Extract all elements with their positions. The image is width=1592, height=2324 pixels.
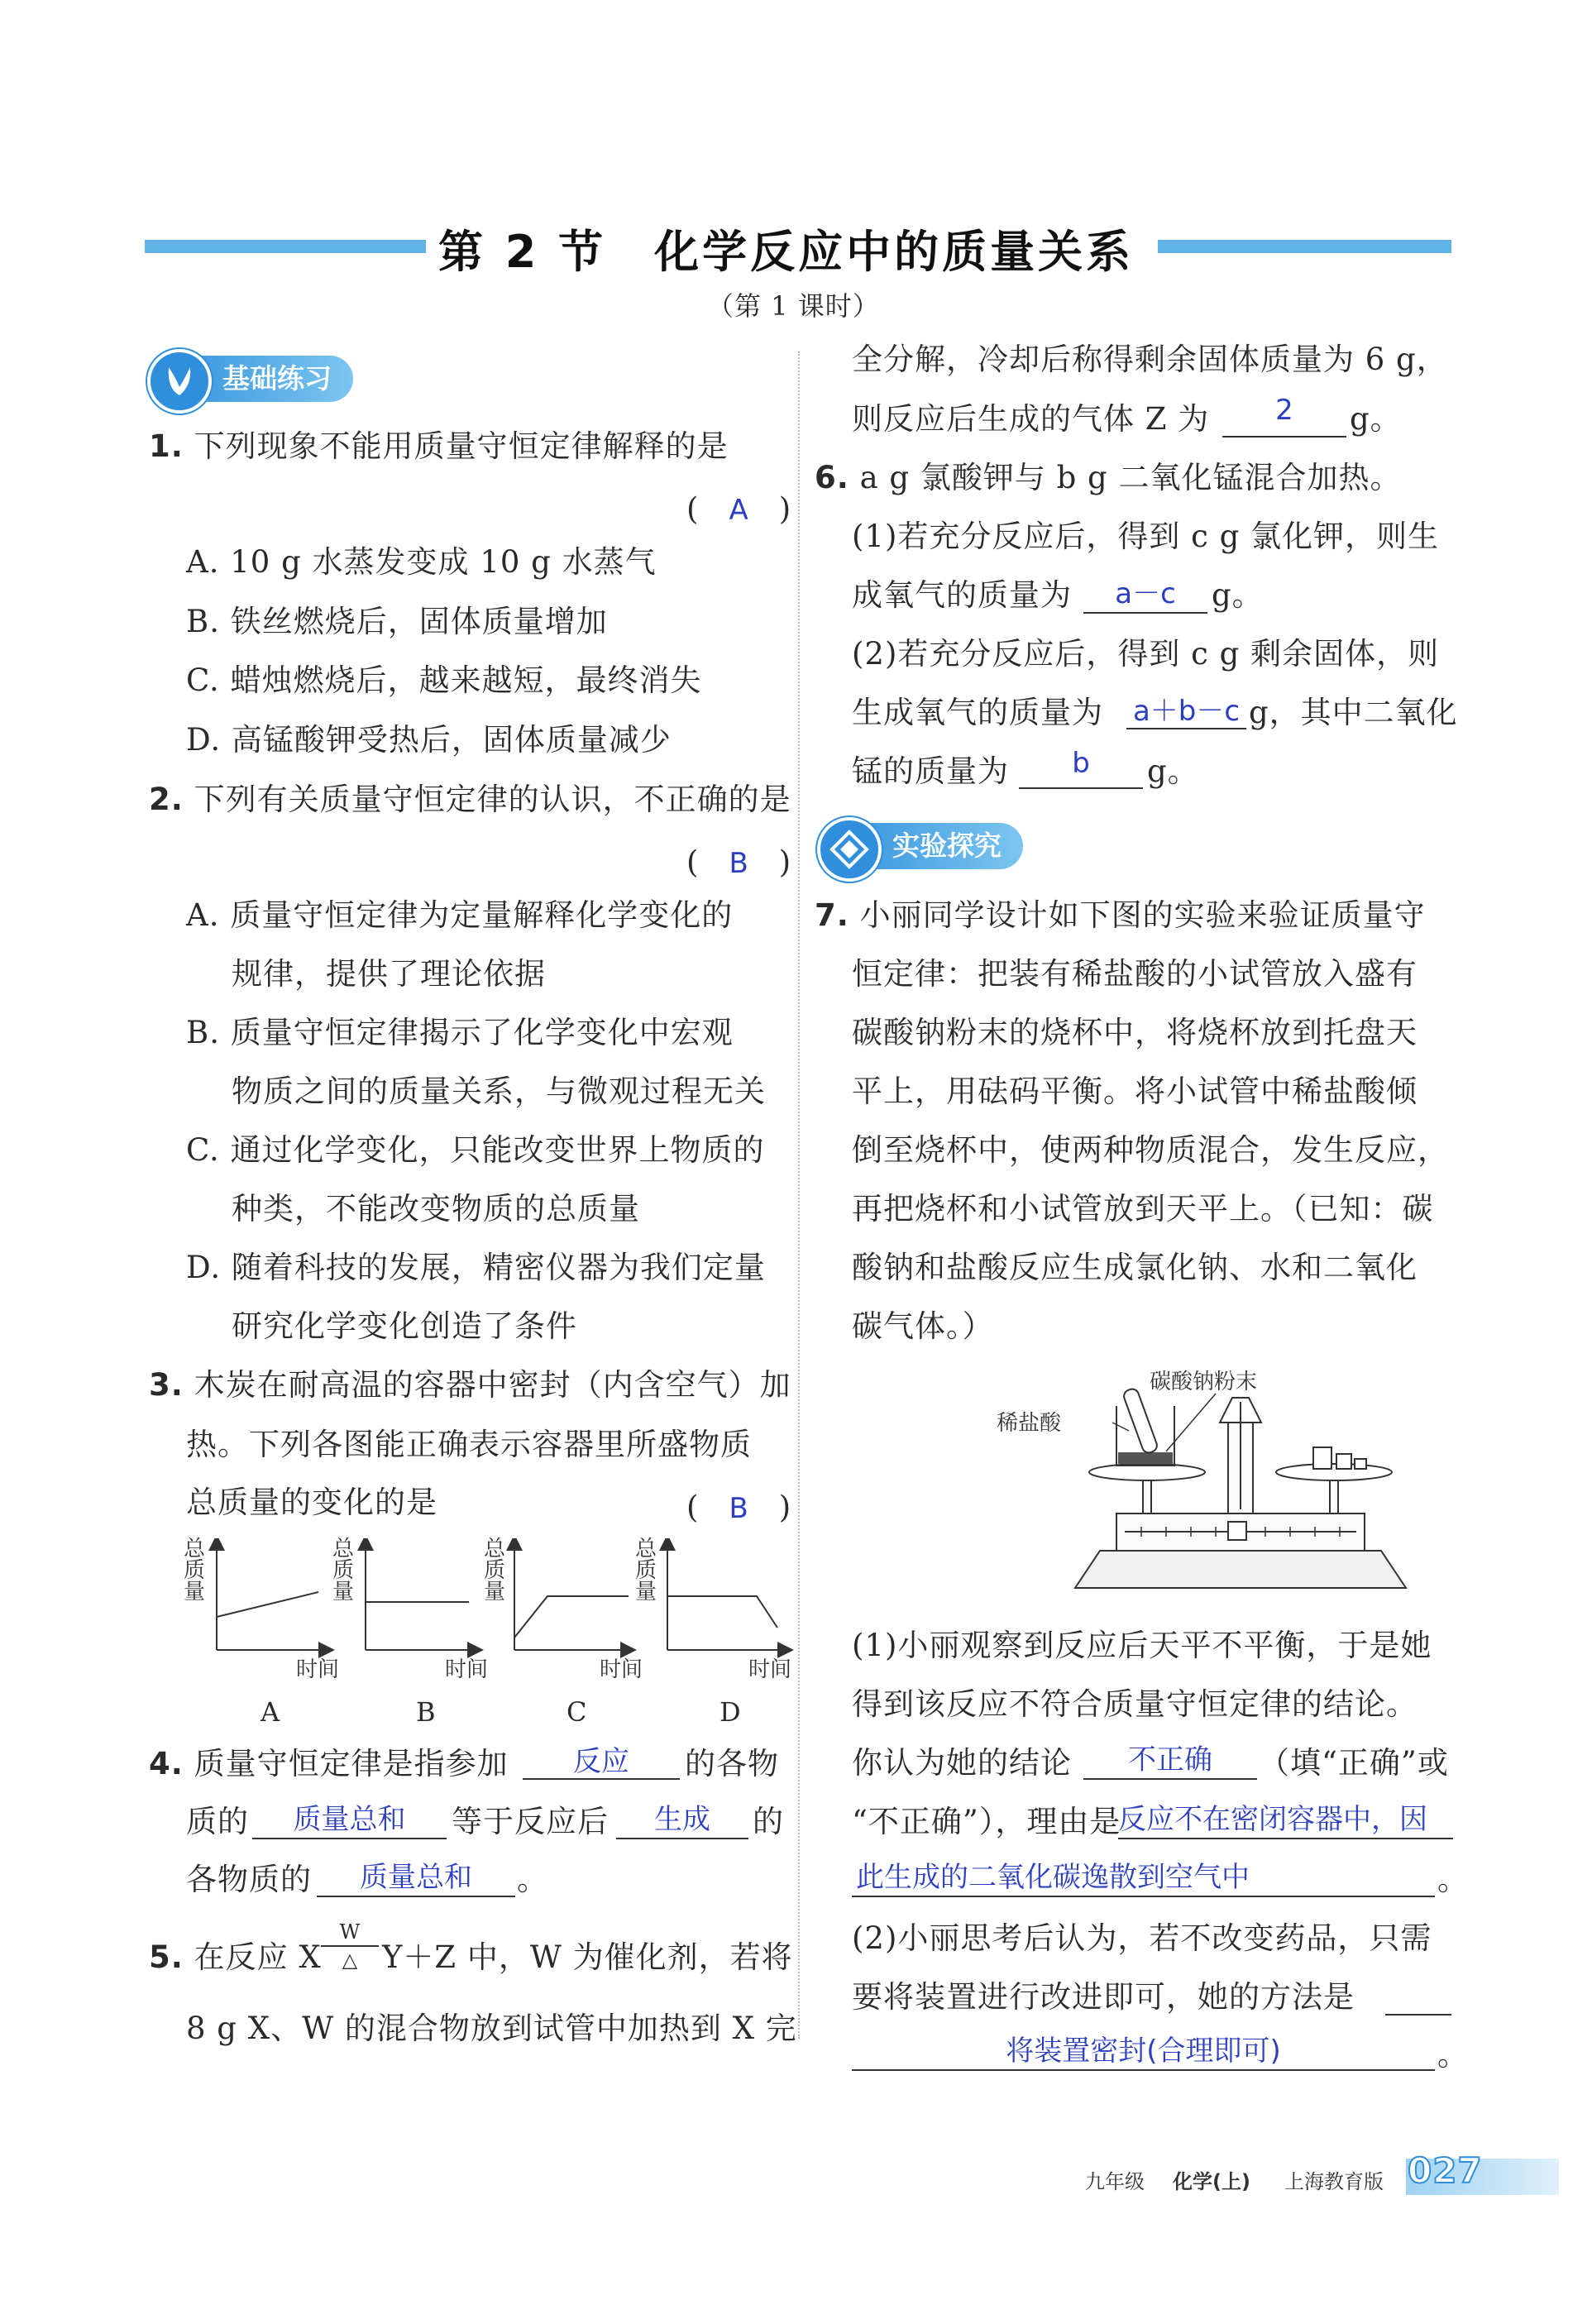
title-bar-right [1158, 240, 1451, 253]
q4-answer3: 生成 [654, 1803, 710, 1836]
q6-answer3: b [1072, 747, 1090, 780]
q7-s2-line2: 要将装置进行改进即可，她的方法是 [852, 1979, 1355, 2015]
balance-figure [1050, 1373, 1431, 1604]
q7-s2-end: 。 [1437, 2037, 1469, 2073]
q2-option-a: A. 质量守恒定律为定量解释化学变化的 [186, 897, 734, 933]
q7-line1: 7. 小丽同学设计如下图的实验来验证质量守 [815, 897, 1426, 933]
q2-option-d: D. 随着科技的发展，精密仪器为我们定量 [186, 1250, 766, 1285]
q6-blank3 [1019, 787, 1143, 789]
q6-s1-line1: (1)若充分反应后，得到 c g 氯化钾，则生 [852, 519, 1440, 554]
footer-subject: 化学(上) [1173, 2170, 1250, 2193]
q6-s1-unit: g。 [1212, 577, 1264, 613]
q7-blank1 [1083, 1778, 1257, 1780]
q4-line1-a: 4. 质量守恒定律是指参加 [149, 1746, 509, 1781]
q7-s1-line1: (1)小丽观察到反应后天平不平衡，于是她 [852, 1628, 1432, 1663]
q5-line1-a: 5. 在反应 X [149, 1939, 322, 1975]
q5-line2: 8 g X、W 的混合物放到试管中加热到 X 完 [186, 2011, 797, 2046]
q7-s2-line1: (2)小丽思考后认为，若不改变药品，只需 [852, 1920, 1432, 1956]
graph-a-xlabel: 时间 [296, 1657, 340, 1682]
graph-b-ylabel: 总 质 量 [332, 1537, 355, 1604]
q4-answer1: 反应 [573, 1745, 629, 1778]
q3-stem-line2: 热。下列各图能正确表示容器里所盛物质 [186, 1427, 752, 1462]
graph-d-ylabel: 总 质 量 [635, 1537, 657, 1604]
experiment-badge: 实验探究 [823, 823, 1023, 869]
q7-line8: 碳气体。） [852, 1308, 994, 1344]
q7-blank2a [1118, 1838, 1453, 1839]
q1-answer-paren: ( A ) [686, 491, 791, 527]
q1-option-c: C. 蜡烛燃烧后，越来越短，最终消失 [186, 662, 702, 698]
q7-s1-line3-a: 你认为她的结论 [852, 1745, 1072, 1781]
q7-blank2b [852, 1896, 1435, 1897]
q6-answer2: a＋b－c [1132, 695, 1241, 728]
q3-answer-paren: ( B ) [686, 1490, 791, 1525]
q4-line1-b: 的各物 [685, 1746, 779, 1781]
q1-option-a: A. 10 g 水蒸发变成 10 g 水蒸气 [186, 544, 657, 580]
lesson-subtitle: （第 1 课时） [707, 290, 880, 322]
q4-answer4: 质量总和 [360, 1861, 472, 1894]
column-divider [798, 351, 800, 2039]
q4-line2-b: 等于反应后 [452, 1804, 609, 1839]
q3-stem-line3: 总质量的变化的是 [186, 1485, 437, 1520]
q1-option-d: D. 高锰酸钾受热后，固体质量减少 [186, 722, 672, 758]
graph-c [514, 1542, 629, 1650]
graph-a-letter: A [261, 1696, 281, 1728]
graph-d-xlabel: 时间 [748, 1657, 792, 1682]
q7-answer1: 不正确 [1128, 1743, 1212, 1776]
q5-line1-b: Y＋Z 中，W 为催化剂，若将 [382, 1939, 793, 1975]
graph-a-ylabel: 总 质 量 [184, 1537, 206, 1604]
q7-blank3b [852, 2069, 1435, 2071]
q6-s2-line3-a: 锰的质量为 [852, 753, 1009, 789]
q7-line2: 恒定律：把装有稀盐酸的小试管放入盛有 [852, 956, 1418, 992]
q6-s1-line2: 成氧气的质量为 [852, 577, 1072, 613]
page-number: 027 [1408, 2150, 1483, 2191]
footer-publisher: 上海教育版 [1284, 2170, 1384, 2193]
q2-option-a-cont: 规律，提供了理论依据 [232, 956, 546, 992]
leaf-icon [147, 349, 212, 414]
q1-option-b: B. 铁丝燃烧后，固体质量增加 [186, 604, 608, 639]
fig-label-acid: 稀盐酸 [997, 1411, 1062, 1436]
q4-line2-c: 的 [753, 1804, 784, 1839]
q6-stem: 6. a g 氯酸钾与 b g 二氧化锰混合加热。 [815, 460, 1402, 495]
q3-stem-line1: 3. 木炭在耐高温的容器中密封（内含空气）加 [149, 1367, 791, 1403]
q7-line7: 酸钠和盐酸反应生成氯化钠、水和二氧化 [852, 1250, 1418, 1285]
page-title: 第 2 节 化学反应中的质量关系 [438, 226, 1135, 278]
graph-d-letter: D [720, 1696, 742, 1728]
q7-s1-line3-b: （填“正确”或 [1259, 1745, 1449, 1781]
graph-c-ylabel: 总 质 量 [484, 1537, 506, 1604]
q4-line3-a: 各物质的 [186, 1862, 312, 1897]
title-bar-left [145, 240, 426, 253]
q4-line3-end: 。 [517, 1862, 548, 1897]
q7-answer2a: 反应不在密闭容器中，因 [1118, 1803, 1427, 1836]
fig-label-powder: 碳酸钠粉末 [1150, 1370, 1258, 1394]
q7-s1-line4-a: “不正确”），理由是 [852, 1804, 1121, 1839]
graph-b-letter: B [416, 1696, 437, 1728]
q5-unit: g。 [1350, 401, 1402, 437]
q2-stem: 2. 下列有关质量守恒定律的认识，不正确的是 [149, 782, 791, 817]
q5-line3: 全分解，冷却后称得剩余固体质量为 6 g， [852, 342, 1448, 377]
q7-line4: 平上，用砝码平衡。将小试管中稀盐酸倾 [852, 1074, 1418, 1109]
q2-answer-paren: ( B ) [686, 844, 791, 880]
q2-option-c: C. 通过化学变化，只能改变世界上物质的 [186, 1132, 765, 1168]
q2-option-b-cont: 物质之间的质量关系，与微观过程无关 [232, 1074, 766, 1109]
graph-c-xlabel: 时间 [600, 1657, 643, 1682]
footer-grade: 九年级 [1085, 2170, 1145, 2193]
q6-s2-line2-b: g，其中二氧化 [1249, 695, 1458, 730]
graph-c-letter: C [567, 1696, 588, 1728]
q4-line2-a: 质的 [186, 1804, 249, 1839]
q6-answer1: a－c [1115, 577, 1176, 610]
q4-answer2: 质量总和 [293, 1803, 406, 1836]
q6-s2-line2-a: 生成氧气的质量为 [852, 695, 1103, 730]
q7-blank3a [1385, 2014, 1451, 2016]
q7-answer3: 将装置密封(合理即可) [1006, 2035, 1281, 2068]
q5-reaction-arrow: W △ [321, 1920, 379, 1972]
q2-option-d-cont: 研究化学变化创造了条件 [232, 1308, 577, 1344]
q6-s2-unit: g。 [1147, 753, 1199, 789]
q5-line4-a: 则反应后生成的气体 Z 为 [852, 401, 1210, 437]
q4-blank3 [616, 1838, 748, 1839]
basic-practice-badge: 基础练习 [153, 356, 353, 402]
q6-s2-line1: (2)若充分反应后，得到 c g 剩余固体，则 [852, 636, 1440, 672]
q7-line3: 碳酸钠粉末的烧杯中，将烧杯放到托盘天 [852, 1015, 1418, 1050]
q4-blank4 [317, 1896, 515, 1897]
q6-blank1 [1083, 612, 1207, 614]
q7-s1-end: 。 [1437, 1862, 1469, 1897]
graph-a [217, 1542, 327, 1650]
q5-answer: 2 [1275, 394, 1293, 427]
q7-answer2b: 此生成的二氧化碳逸散到空气中 [856, 1861, 1250, 1894]
graph-b-xlabel: 时间 [445, 1657, 489, 1682]
graph-d [667, 1542, 786, 1650]
diamond-icon [817, 817, 882, 882]
q7-line5: 倒至烧杯中，使两种物质混合，发生反应， [852, 1132, 1449, 1168]
q5-blank [1222, 436, 1346, 438]
graph-b [366, 1542, 476, 1650]
q7-s1-line2: 得到该反应不符合质量守恒定律的结论。 [852, 1686, 1418, 1722]
q7-line6: 再把烧杯和小试管放到天平上。（已知：碳 [852, 1191, 1434, 1227]
q4-blank2 [252, 1838, 447, 1839]
q1-stem: 1. 下列现象不能用质量守恒定律解释的是 [149, 428, 729, 464]
q2-option-b: B. 质量守恒定律揭示了化学变化中宏观 [186, 1015, 734, 1050]
q2-option-c-cont: 种类，不能改变物质的总质量 [232, 1191, 640, 1227]
